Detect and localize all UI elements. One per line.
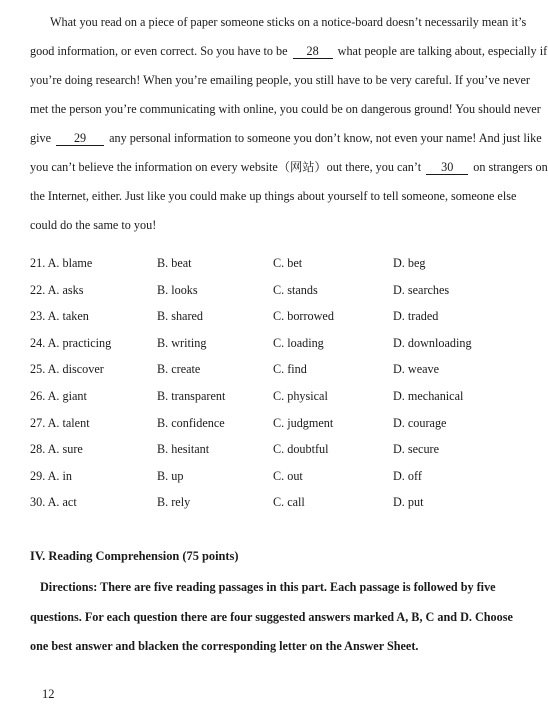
option-c: C. doubtful xyxy=(273,442,329,457)
directions-line: questions. For each question there are four suggested answers marked A, B, C and D. Choose xyxy=(30,609,513,624)
option-c: C. physical xyxy=(273,388,328,403)
option-a: 28. A. sure xyxy=(30,442,83,457)
directions-line: Directions: There are five reading passages in this part. Each passage is followed by five xyxy=(40,580,496,594)
cloze-passage xyxy=(30,8,548,240)
passage-line: met the person you’re communicating with online, you could be on dangerous ground! You should never xyxy=(30,102,541,116)
option-b: B. writing xyxy=(157,335,207,350)
question-row xyxy=(30,336,520,363)
option-d: D. traded xyxy=(393,309,439,324)
passage-line: give 29 any personal information to someone you don’t know, not even your name! And just like xyxy=(30,131,542,145)
directions-text xyxy=(30,573,516,662)
option-d: D. off xyxy=(393,468,422,483)
answer-blank-28: 28 xyxy=(293,44,333,59)
option-c: C. loading xyxy=(273,335,324,350)
passage-line: What you read on a piece of paper someone sticks on a notice-board doesn’t necessarily mean it’s xyxy=(50,15,527,29)
question-row xyxy=(30,389,520,416)
question-row xyxy=(30,469,520,496)
directions-line: one best answer and blacken the corresponding letter on the Answer Sheet. xyxy=(30,639,419,653)
question-row xyxy=(30,495,520,522)
question-row xyxy=(30,416,520,443)
passage-line: good information, or even correct. So you have to be 28 what people are talking about, especially if xyxy=(30,44,548,58)
passage-line: you can’t believe the information on every website（网站）out there, you can’t 30 on strangers on xyxy=(30,160,548,174)
option-b: B. shared xyxy=(157,309,204,324)
option-b: B. confidence xyxy=(157,415,225,430)
option-a: 29. A. in xyxy=(30,468,72,483)
option-c: C. find xyxy=(273,362,307,377)
option-a: 23. A. taken xyxy=(30,309,89,324)
option-d: D. mechanical xyxy=(393,388,464,403)
option-a: 22. A. asks xyxy=(30,282,84,297)
option-c: C. out xyxy=(273,468,303,483)
option-b: B. beat xyxy=(157,256,192,270)
option-d: D. courage xyxy=(393,415,447,430)
option-a: 26. A. giant xyxy=(30,388,87,403)
answer-blank-29: 29 xyxy=(56,131,104,146)
option-b: B. create xyxy=(157,362,201,377)
question-row xyxy=(30,256,520,283)
question-row xyxy=(30,309,520,336)
option-d: D. searches xyxy=(393,282,450,297)
page-number: 12 xyxy=(42,687,55,701)
option-d: D. secure xyxy=(393,442,440,457)
option-c: C. call xyxy=(273,495,305,510)
option-c: C. borrowed xyxy=(273,309,334,324)
question-row xyxy=(30,362,520,389)
option-b: B. up xyxy=(157,468,184,483)
option-c: C. judgment xyxy=(273,415,334,430)
option-a: 27. A. talent xyxy=(30,415,90,430)
option-d: D. downloading xyxy=(393,335,472,350)
answer-blank-30: 30 xyxy=(426,160,468,175)
option-b: B. transparent xyxy=(157,388,226,403)
section-heading: IV. Reading Comprehension (75 points) xyxy=(30,549,239,563)
option-d: D. put xyxy=(393,495,424,510)
passage-line: you’re doing research! When you’re emailing people, you still have to be very careful. If you’ve never xyxy=(30,73,530,87)
option-a: 21. A. blame xyxy=(30,256,93,270)
question-row xyxy=(30,442,520,469)
answer-options xyxy=(30,256,520,522)
option-a: 25. A. discover xyxy=(30,362,104,377)
passage-line: the Internet, either. Just like you could make up things about yourself to tell someone, someone else xyxy=(30,189,517,203)
passage-line: could do the same to you! xyxy=(30,218,157,232)
option-d: D. beg xyxy=(393,256,426,270)
option-b: B. hesitant xyxy=(157,442,210,457)
option-a: 24. A. practicing xyxy=(30,335,112,350)
question-row xyxy=(30,283,520,310)
option-c: C. bet xyxy=(273,256,303,270)
option-b: B. looks xyxy=(157,282,198,297)
option-c: C. stands xyxy=(273,282,318,297)
option-b: B. rely xyxy=(157,495,191,510)
option-a: 30. A. act xyxy=(30,495,77,510)
option-d: D. weave xyxy=(393,362,440,377)
